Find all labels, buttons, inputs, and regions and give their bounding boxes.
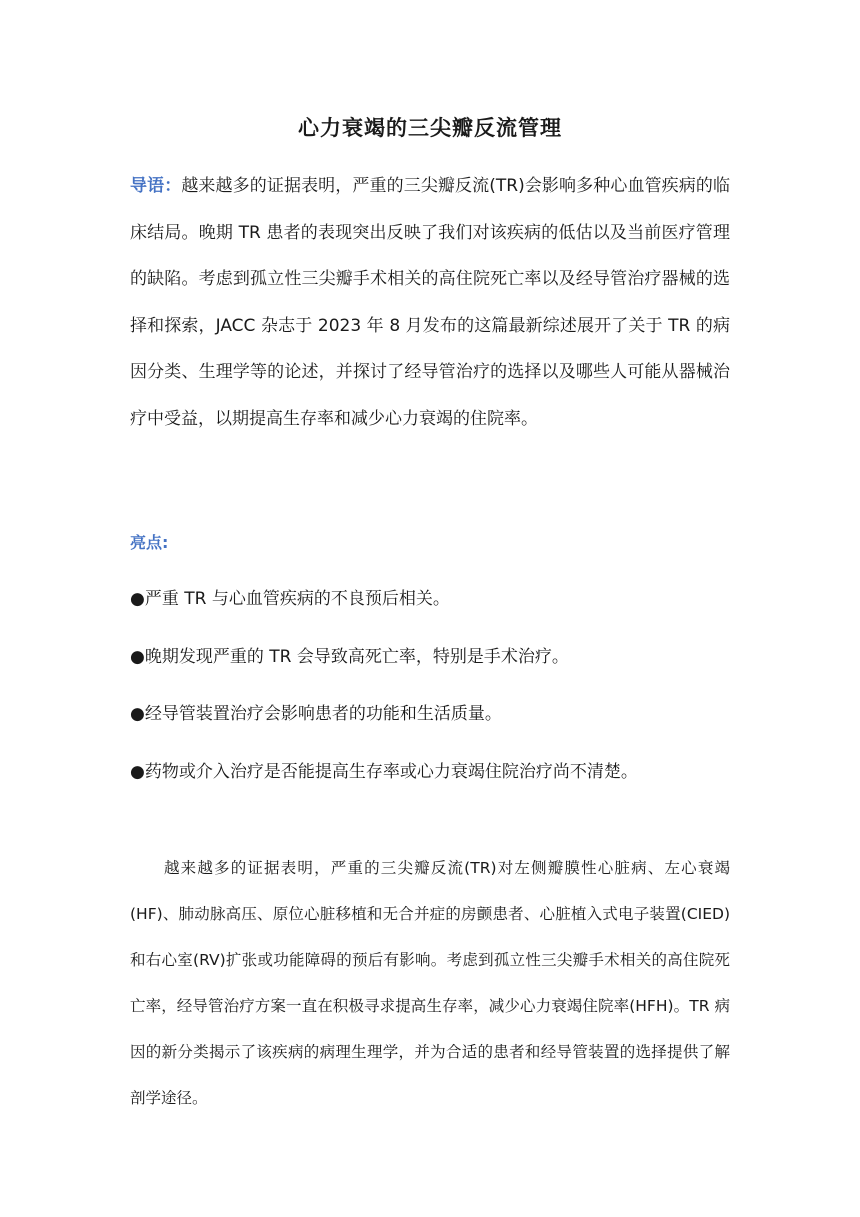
body-paragraph: 越来越多的证据表明，严重的三尖瓣反流(TR)对左侧瓣膜性心脏病、左心衰竭(HF)、肺动脉高压、原位心脏移植和无合并症的房颤患者、心脏植入式电子装置(CIED)和右心室(RV)扩张或功能障碍的预后有影响。考虑到孤立性三尖瓣手术相关的高住院死亡率，经导管治疗方案一直在积极寻求提高生存率，减少心力衰竭住院率(HFH)。TR 病因的新分类揭示了该疾病的病理生理学，并为合适的患者和经导管装置的选择提供了解剖学途径。 <box>130 859 730 1107</box>
highlight-item: ●药物或介入治疗是否能提高生存率或心力衰竭住院治疗尚不清楚。 <box>130 761 638 782</box>
lead-text: 越来越多的证据表明，严重的三尖瓣反流(TR)会影响多种心血管疾病的临床结局。晚期 TR 患者的表现突出反映了我们对该疾病的低估以及当前医疗管理的缺陷。考虑到孤立性三尖瓣手术相关的高住院死亡率以及经导管治疗器械的选择和探索，JACC 杂志于 2023 年 8 月发布的这篇最新综述展开了关于 TR 的病因分类、生理学等的论述，并探讨了经导管治疗的选择以及哪些人可能从器械治疗中受益，以期提高生存率和减少心力衰竭的住院率。 <box>130 176 730 429</box>
highlights-list <box>130 584 730 814</box>
highlight-item: ●经导管装置治疗会影响患者的功能和生活质量。 <box>130 704 502 724</box>
highlight-item: ●严重 TR 与心血管疾病的不良预后相关。 <box>130 589 450 609</box>
highlights-label: 亮点: <box>130 533 169 552</box>
highlight-item: ●晚期发现严重的 TR 会导致高死亡率，特别是手术治疗。 <box>130 646 569 667</box>
document-title: 心力衰竭的三尖瓣反流管理 <box>298 116 562 140</box>
lead-paragraph <box>130 163 730 442</box>
lead-label: 导语： <box>130 176 182 196</box>
